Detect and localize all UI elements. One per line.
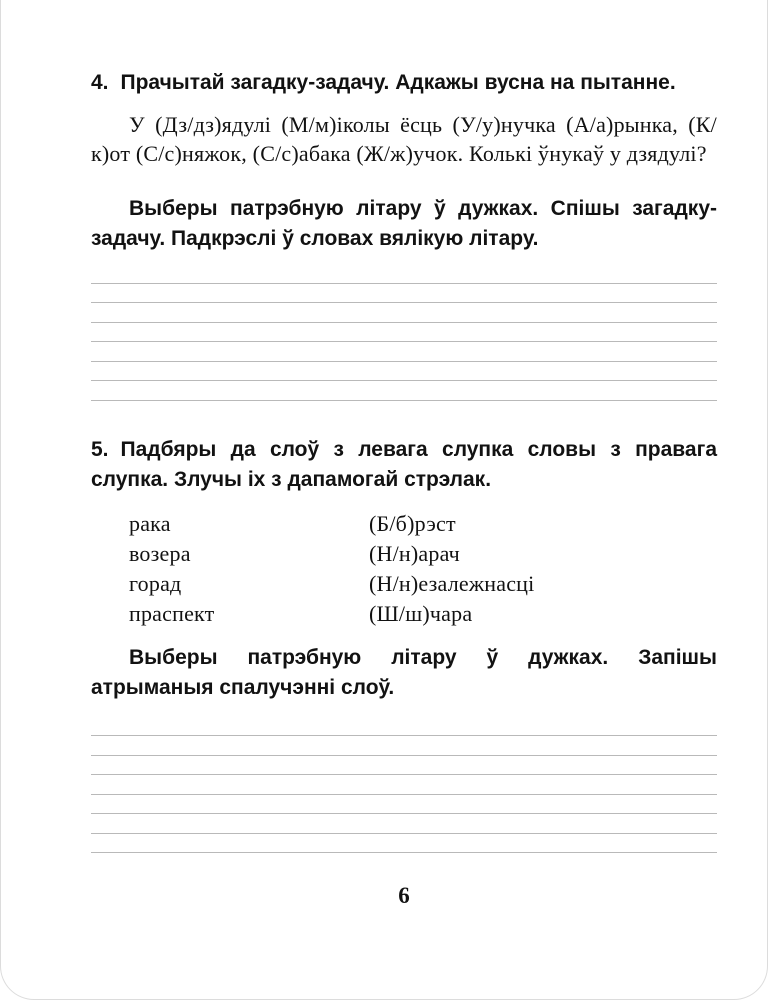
- writing-line: [91, 717, 717, 737]
- exercise-5-section: [91, 435, 717, 854]
- word-pair-row: [91, 509, 717, 539]
- exercise-4-title: [91, 68, 717, 98]
- exercise-4-writing-lines: [91, 264, 717, 401]
- word-pair-row: [91, 539, 717, 569]
- left-word: рака: [129, 510, 171, 536]
- right-word: (Н/н)езалежнасці: [369, 570, 535, 596]
- writing-line: [91, 323, 717, 343]
- right-word: (Ш/ш)чара: [369, 600, 473, 626]
- exercise-5-title: [91, 435, 717, 495]
- right-word: (Б/б)рэст: [369, 510, 456, 536]
- writing-line: [91, 342, 717, 362]
- writing-line: [91, 264, 717, 284]
- exercise-4-instruction: Выберы патрэбную літару ў дужках. Спішы загадку-задачу. Падкрэслі ў словах вялікую літару.: [91, 197, 717, 250]
- word-pair-row: [91, 599, 717, 629]
- writing-line: [91, 303, 717, 323]
- writing-line: [91, 756, 717, 776]
- exercise-5-number: 5.: [91, 437, 109, 461]
- left-word: праспект: [129, 600, 215, 626]
- left-word: горад: [129, 570, 182, 596]
- writing-line: [91, 814, 717, 834]
- page-number: 6: [398, 883, 410, 908]
- exercise-4-riddle-text: У (Дз/дз)ядулі (М/м)іколы ёсць (У/у)нучка (А/а)рынка, (К/к)от (С/с)няжок, (С/с)абака (Ж/ж)учок. Колькі ўнукаў у дзядулі?: [91, 112, 717, 166]
- exercise-5-writing-lines: [91, 717, 717, 854]
- writing-line: [91, 362, 717, 382]
- page-footer: [91, 883, 717, 909]
- word-pair-row: [91, 569, 717, 599]
- exercise-4-title-text: Прачытай загадку-задачу. Адкажы вусна на пытанне.: [120, 71, 676, 94]
- writing-line: [91, 834, 717, 854]
- exercise-4-number: 4.: [91, 71, 109, 94]
- word-matching-columns: [91, 509, 717, 629]
- writing-line: [91, 775, 717, 795]
- exercise-4-section: [91, 68, 717, 401]
- left-word: возера: [129, 540, 191, 566]
- exercise-5-title-text: Падбяры да слоў з левага слупка словы з правага слупка. Злучы іх з дапамогай стрэлак.: [91, 437, 717, 491]
- writing-line: [91, 736, 717, 756]
- writing-line: [91, 284, 717, 304]
- writing-line: [91, 381, 717, 401]
- writing-line: [91, 795, 717, 815]
- exercise-5-instruction: Выберы патрэбную літару ў дужках. Запішы атрыманыя спалучэнні слоў.: [91, 645, 717, 699]
- right-word: (Н/н)арач: [369, 540, 460, 566]
